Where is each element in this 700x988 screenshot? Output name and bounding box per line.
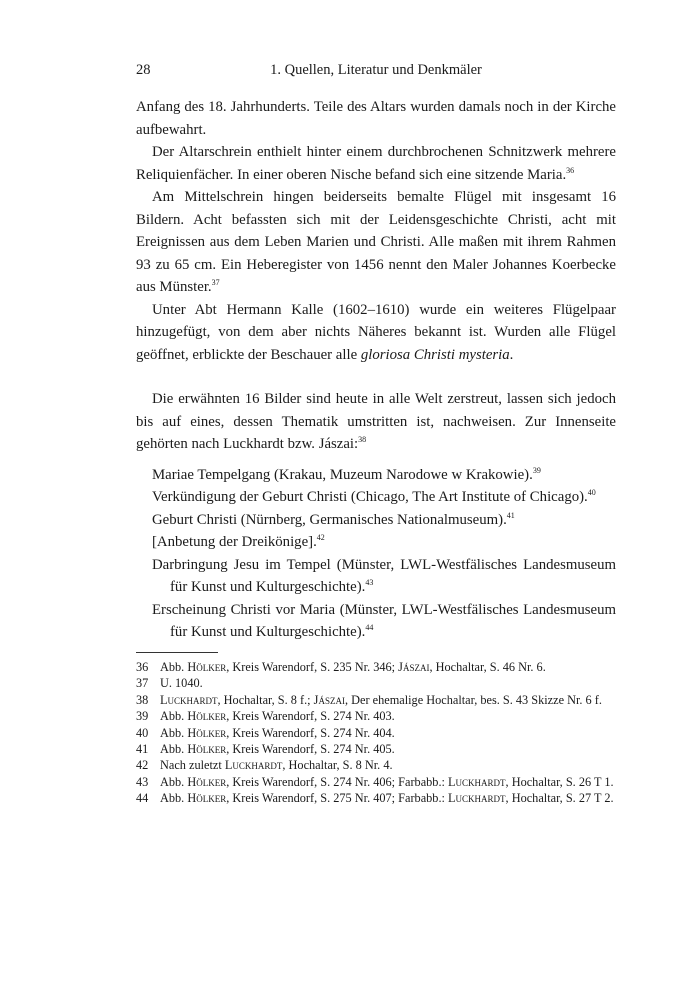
author-name: Luckhardt (160, 692, 218, 707)
footnote-text (160, 725, 616, 741)
footnote (136, 790, 616, 806)
paragraph-end: . (509, 346, 514, 363)
footnote-text (160, 790, 616, 806)
paragraph-text: Am Mittelschrein hingen beiderseits bemalte Flügel mit insgesamt 16 Bildern. Acht befassten sich mit der Leidensgeschichte Christi, acht mit Ereignissen aus dem Leben Marien und Christi. Alle maßen mit ihrem Rahmen 93 zu 65 cm. Ein Heberegister von 1456 nennt den Maler Johannes Koerbecke aus Münster. (136, 189, 616, 295)
paragraph-5 (136, 388, 616, 456)
footnote (136, 708, 616, 724)
author-name: Hölker (187, 725, 227, 740)
footnote-text-part: Abb. (160, 709, 188, 724)
footnote-number: 40 (136, 725, 149, 740)
author-name: Hölker (187, 774, 227, 789)
footnote (136, 675, 616, 691)
footnote-number: 44 (136, 791, 149, 806)
footnote-number: 39 (136, 709, 149, 724)
footnote-number: 41 (136, 742, 149, 757)
list-item-text: Geburt Christi (Nürnberg, Germanisches Nationalmuseum). (152, 511, 507, 528)
footnote-text-part: , Hochaltar, S. 46 Nr. 6. (429, 660, 546, 674)
author-name: Luckhardt (224, 758, 283, 773)
author-name: Jászai (313, 692, 345, 707)
main-text (136, 96, 616, 644)
author-name: Hölker (187, 660, 227, 674)
list-item (136, 464, 616, 487)
footnote-ref[interactable]: 42 (316, 533, 325, 542)
footnote-text-part: Abb. (160, 725, 188, 740)
footnote-text-part: , Hochaltar, S. 8 Nr. 4. (282, 758, 393, 773)
latin-phrase: gloriosa Christi mysteria (360, 346, 510, 363)
footnote-text-part: , Kreis Warendorf, S. 274 Nr. 404. (226, 725, 395, 740)
footnote-ref[interactable]: 36 (566, 165, 575, 175)
paragraph-text: Die erwähnten 16 Bilder sind heute in alle Welt zerstreut, lassen sich jedoch bis auf eines, dessen Thematik umstritten ist, nachweisen. Zur Innenseite gehörten nach Luckhardt bzw. Jászai: (136, 391, 616, 452)
author-name: Luckhardt (448, 774, 506, 789)
footnote (136, 774, 616, 790)
footnote-text-part: , Kreis Warendorf, S. 274 Nr. 406; Farbabb.: (226, 774, 449, 789)
author-name: Hölker (187, 791, 227, 806)
list-item-text: Darbringung Jesu im Tempel (Münster, LWL-Westfälisches Landesmuseum für Kunst und Kulturgeschichte). (152, 556, 616, 595)
footnote-ref[interactable]: 41 (506, 510, 515, 520)
footnote-number: 36 (136, 660, 149, 674)
footnote-text (160, 757, 616, 773)
paragraph-text: Unter Abt Hermann Kalle (1602–1610) wurde ein weiteres Flügelpaar hinzugefügt, von dem aber nichts Näheres bekannt ist. Wurden alle Flügel geöffnet, erblickte der Beschauer alle (136, 301, 616, 363)
list-item-text: Verkündigung der Geburt Christi (Chicago, The Art Institute of Chicago). (152, 489, 588, 505)
page-number: 28 (136, 62, 151, 78)
list-item (136, 531, 616, 554)
footnote-text-part: , Hochaltar, S. 26 T 1. (505, 774, 614, 789)
footnote-text-part: Abb. (160, 774, 188, 789)
footnote (136, 692, 616, 708)
list-item (136, 554, 616, 599)
footnote (136, 725, 616, 741)
footnote (136, 659, 616, 675)
footnote (136, 757, 616, 773)
panel-list (136, 464, 616, 644)
footnote-number: 38 (136, 692, 149, 707)
list-item (136, 509, 616, 532)
footnote-ref[interactable]: 39 (532, 465, 541, 475)
footnote-text (160, 774, 616, 790)
footnote-separator (136, 652, 218, 653)
footnote-text-part: Abb. (160, 660, 188, 674)
footnote-text (160, 741, 616, 757)
list-item (136, 599, 616, 644)
author-name: Hölker (187, 709, 227, 724)
list-item-text: [Anbetung der Dreikönige]. (152, 534, 317, 550)
footnote-text-part: , Kreis Warendorf, S. 274 Nr. 405. (226, 742, 395, 757)
footnote-text-part: , Hochaltar, S. 8 f.; (217, 692, 314, 707)
footnote-number: 42 (136, 758, 149, 773)
list-item-text: Erscheinung Christi vor Maria (Münster, LWL-Westfälisches Landesmuseum für Kunst und Kulturgeschichte). (152, 601, 616, 640)
footnote-text-part: Abb. (160, 742, 188, 757)
paragraph-3 (136, 186, 616, 299)
list-item (136, 486, 616, 509)
paragraph-text: Anfang des 18. Jahrhunderts. Teile des Altars wurden damals noch in der Kirche aufbewahrt. (136, 99, 616, 138)
footnote-text-part: , Kreis Warendorf, S. 274 Nr. 403. (226, 709, 395, 724)
footnotes (136, 659, 616, 807)
author-name: Hölker (187, 742, 227, 757)
footnote (136, 741, 616, 757)
footnote-number: 37 (136, 676, 149, 691)
footnote-ref[interactable]: 37 (211, 278, 220, 287)
footnote-ref[interactable]: 43 (365, 578, 374, 587)
running-head: 1. Quellen, Literatur und Denkmäler (270, 62, 482, 78)
author-name: Luckhardt (448, 791, 506, 806)
page-header (136, 62, 616, 82)
footnote-text-part: , Kreis Warendorf, S. 235 Nr. 346; (226, 660, 399, 674)
paragraph-2 (136, 141, 616, 186)
footnote-text-part: , Der ehemalige Hochaltar, bes. S. 43 Skizze Nr. 6 f. (344, 692, 602, 707)
footnote-text-part: , Kreis Warendorf, S. 275 Nr. 407; Farbabb.: (226, 791, 449, 806)
footnote-ref[interactable]: 44 (365, 623, 374, 632)
footnote-text (160, 659, 616, 675)
author-name: Jászai (398, 660, 430, 674)
footnote-text-part: U. 1040. (160, 676, 203, 691)
footnote-text-part: Nach zuletzt (160, 758, 225, 773)
footnote-number: 43 (136, 774, 149, 789)
footnote-ref[interactable]: 40 (587, 488, 596, 497)
footnote-text (160, 675, 616, 691)
footnote-text-part: , Hochaltar, S. 27 T 2. (505, 791, 614, 806)
paragraph-1 (136, 96, 616, 141)
footnote-text-part: Abb. (160, 791, 188, 806)
paragraph-text: Der Altarschrein enthielt hinter einem durchbrochenen Schnitzwerk mehrere Reliquienfächer. In einer oberen Nische befand sich eine sitzende Maria. (136, 144, 616, 183)
list-item-text: Mariae Tempelgang (Krakau, Muzeum Narodowe w Krakowie). (152, 466, 533, 483)
paragraph-4 (136, 299, 616, 367)
footnote-text (160, 708, 616, 724)
footnote-ref[interactable]: 38 (358, 435, 367, 444)
footnote-text (160, 692, 616, 708)
